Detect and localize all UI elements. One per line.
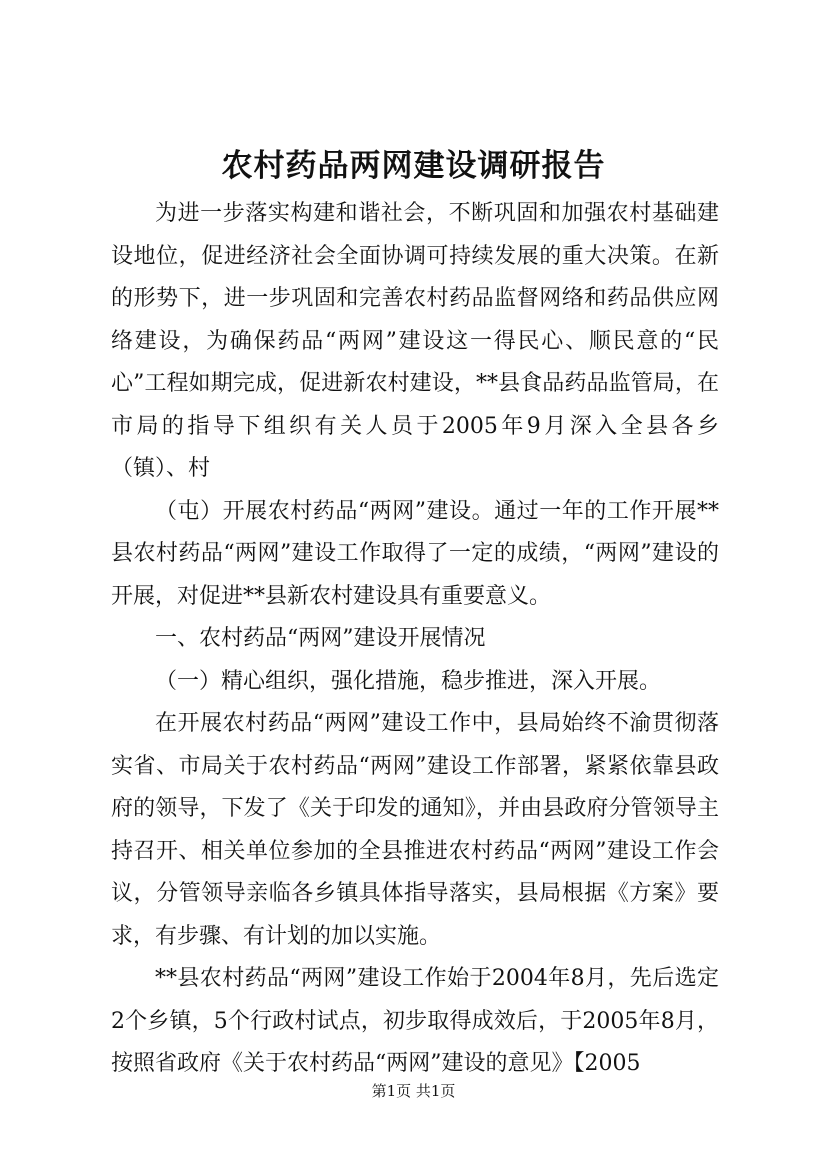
subsection-heading-1: （一）精心组织，强化措施，稳步推进，深入开展。 (155, 668, 662, 694)
paragraph-intro: 为进一步落实构建和谐社会，不断巩固和加强农村基础建设地位，促进经济社会全面协调可持续发展的重大决策。在新的形势下，进一步巩固和完善农村药品监督网络和药品供应网络建设，为确保药品“两网”建设这一得民心、顺民意的“民心”工程如期完成，促进新农村建设，**县食品药品监管局，在市局的指导下组织有关人员于2005年9月深入全县各乡（镇）、村 (111, 201, 719, 481)
document-title: 农村药品两网建设调研报告 (221, 148, 606, 184)
page-footer: 第1页 共1页 (371, 1082, 456, 1100)
section-heading-1: 一、农村药品“两网”建设开展情况 (155, 626, 486, 651)
paragraph-history: **县农村药品“两网”建设工作始于2004年8月，先后选定2个乡镇，5个行政村试点，初步取得成效后，于2005年8月，按照省政府《关于农村药品“两网”建设的意见》【2005 (111, 966, 719, 1076)
paragraph-continuation: （屯）开展农村药品“两网”建设。通过一年的工作开展**县农村药品“两网”建设工作取得了一定的成绩，“两网”建设的开展，对促进**县新农村建设具有重要意义。 (111, 498, 719, 609)
paragraph-implementation: 在开展农村药品“两网”建设工作中，县局始终不渝贯彻落实省、市局关于农村药品“两网”建设工作部署，紧紧依靠县政府的领导，下发了《关于印发的通知》，并由县政府分管领导主持召开、相关单位参加的全县推进农村药品“两网”建设工作会议，分管领导亲临各乡镇具体指导落实，县局根据《方案》要求，有步骤、有计划的加以实施。 (111, 711, 719, 949)
document-body (111, 193, 719, 1086)
